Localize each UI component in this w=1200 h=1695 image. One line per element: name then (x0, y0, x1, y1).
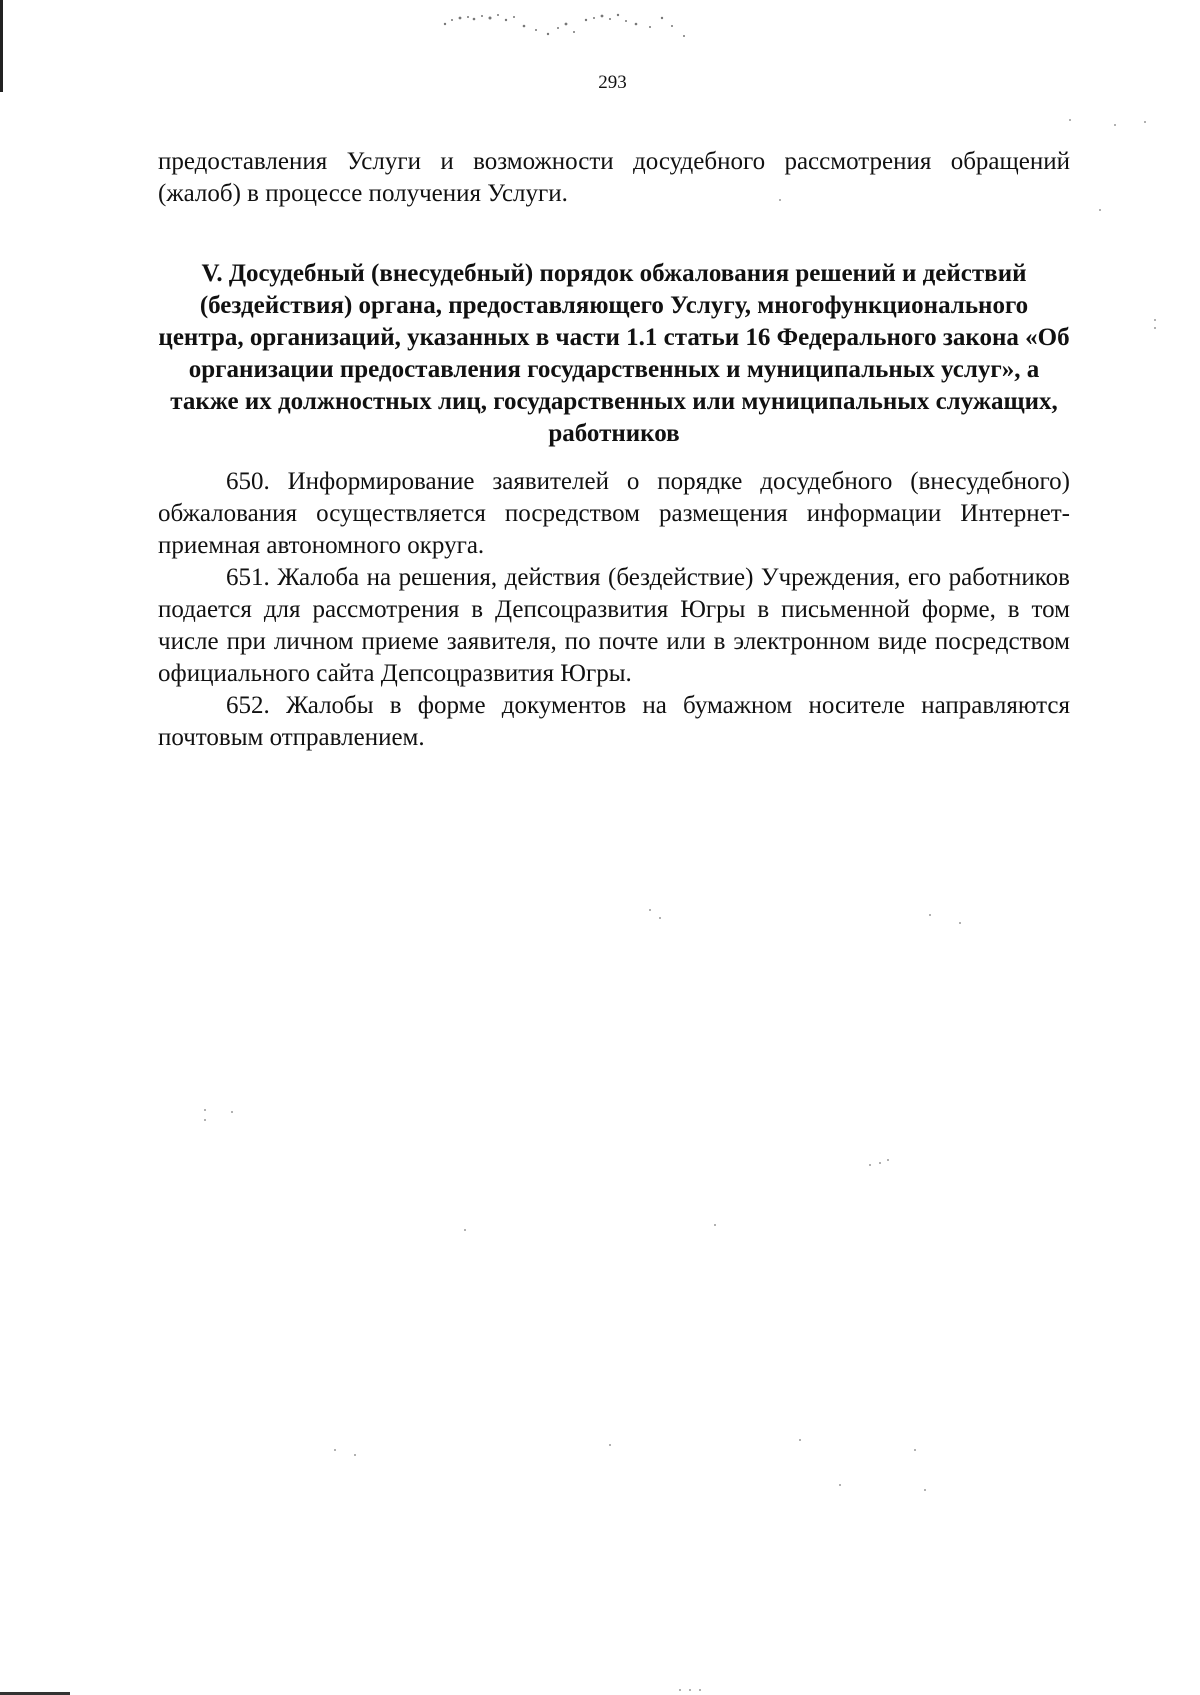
scan-speckle-noise (440, 6, 740, 46)
continuation-paragraph: предоставления Услуги и возможности досудебного рассмотрения обращений (жалоб) в процессе получения Услуги. (158, 148, 1070, 207)
section-heading: V. Досудебный (внесудебный) порядок обжалования решений и действий (бездействия) органа, предоставляющего Услугу, многофункционального центра, организаций, указанных в части 1.1 статьи 16 Федерального закона «Об организации предоставления государственных и муниципальных услуг», а также их должностных лиц, государственных или муниципальных служащих, работников (158, 260, 1070, 447)
paragraph-650: 650. Информирование заявителей о порядке досудебного (внесудебного) обжалования осуществляется посредством размещения информации Интернет-приемная автономного округа. (158, 468, 1070, 559)
document-body (158, 146, 1070, 754)
page-number: 293 (598, 72, 627, 93)
paragraph-652: 652. Жалобы в форме документов на бумажном носителе направляются почтовым отправлением. (158, 692, 1070, 751)
paragraph-651: 651. Жалоба на решения, действия (бездействие) Учреждения, его работников подается для рассмотрения в Депсоцразвития Югры в письменной форме, в том числе при личном приеме заявителя, по почте или в электронном виде посредством официального сайта Депсоцразвития Югры. (158, 564, 1070, 687)
